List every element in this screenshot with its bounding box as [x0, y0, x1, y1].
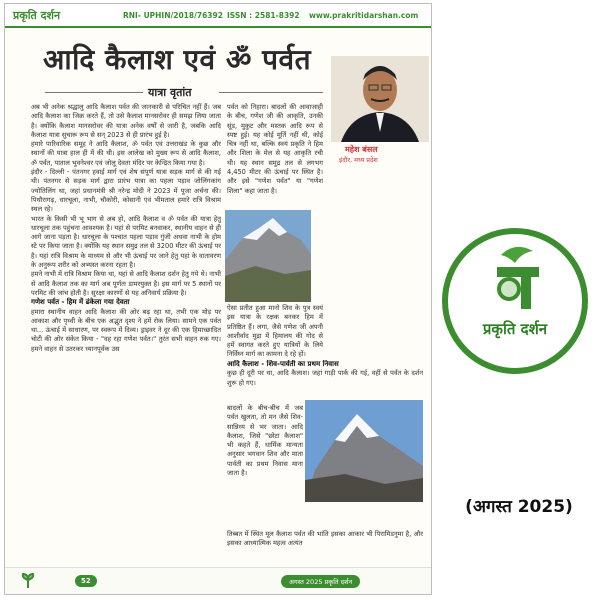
section-heading: गणेश पर्वत - हिम में ढंकेला गया देवता	[31, 298, 130, 307]
page-header	[5, 4, 431, 28]
paragraph: बादलों के बीच-बीच में जब पर्वत खुलता, तो मन जैसे शिव-सान्निध्य से भर जाता। आदि कैलाश, जिसे "छोटा कैलाश" भी कहते हैं, धार्मिक मान्यता अनुसार भगवान शिव और माता पार्वती का प्रथम निवास माना जाता है।	[227, 404, 303, 478]
issue-label: (अगस्त 2025)	[465, 497, 573, 517]
paragraph: कुछ ही दूरी पर था, आदि कैलाश। जहां गाड़ी पार्क की गई, वहीं से पर्वत के दर्शन शुरू हो गए।	[227, 369, 423, 387]
subtitle-rule-right	[219, 92, 323, 93]
subtitle-rule-left	[45, 92, 143, 93]
magazine-page	[4, 3, 432, 595]
text-column-right-bottom	[227, 530, 423, 560]
page-footer	[5, 567, 431, 594]
header-rni: RNI- UPHIN/2018/76392	[123, 11, 223, 20]
paragraph: भारत के किसी भी भू भाग से अब हो, आदि कैलाश व ॐ पर्वत की यात्रा हेतु धारचूला तक पहुंचना आवश्यक है। यहां से परमिट बनवाकर, स्थानीय वाहन से ही आगे जाना पड़ता है। धारचूला के पश्चात पहला पड़ाव गुंजी अथवा नाभी के होम स्टे पर किया जाता है। क्योंकि यह स्थान समुद्र तल से 3200 मीटर की ऊंचाई पर है। यहां रात्रि विश्राम के माध्यम से और भी ऊंचाई पर जाने हेतु यहां के वातावरण के अनुरूप शरीर को अभ्यस्त करना रहता है।	[31, 214, 221, 270]
paragraph: हमारा स्थानीय वाहन आदि कैलाश की ओर बढ़ रहा था, तभी एक मोड़ पर आकाश और पृथ्वी के बीच एक अद्भुत दृश्य ने हमें रोक लिया। सामने एक पर्वत था... ऊंचाई में साधारण, पर स्वरूप में दिव्य। ड्राइवर ने दूर की एक हिमाच्छादित चोटी की ओर संकेत किया - "वह रहा गणेश पर्वत।" तुरंत सभी वाहन रुक गए। हमने वाहन से उतरकर ध्यानपूर्वक उस	[31, 307, 221, 353]
article-title: आदि कैलाश एवं ॐ पर्वत	[43, 43, 312, 76]
author-name: महेश बंसल	[345, 145, 378, 154]
author-location: इंदौर, मध्य प्रदेश	[339, 156, 378, 164]
text-column-left	[31, 103, 221, 549]
paragraph: हमारे पारिवारिक समूह ने आदि कैलाश, ॐ पर्वत एवं उत्तराखंड के कुछ और स्थानों की यात्रा हाल ही में की थी। इस आलेख को मुख्य रूप से आदि कैलाश, ॐ पर्वत, पाताल भुवनेश्वर एवं जोलू देवता मंदिर पर केन्द्रित किया गया है।	[31, 140, 221, 167]
paragraph: ऐसा प्रतीत हुआ मानो शिव के पुत्र स्वयं इस यात्रा के रक्षक बनकर हिम में प्रतिष्ठित हैं। लगा, जैसे गणेश जी अपनी आशीर्वाद मुद्रा में हिमालय की गोद से हमें स्वागत करते हुए यात्रियों के लिये निर्विघ्न मार्ग का कामना दे रहे हों।	[227, 304, 323, 359]
section-heading: आदि कैलाश - शिव-पार्वती का प्रथम निवास	[227, 360, 339, 368]
mountain-photo-adi-kailash	[305, 400, 423, 502]
leaf-icon	[19, 572, 37, 590]
article-subtitle: यात्रा वृतांत	[148, 86, 192, 99]
header-url: www.prakritidarshan.com	[309, 11, 419, 20]
page-number: 52	[75, 575, 97, 587]
paragraph: इंदौर - दिल्ली - पंतनगर हवाई मार्ग एवं शेष संपूर्ण यात्रा सड़क मार्ग से की गई थी। पंतनगर से सड़क मार्ग द्वारा प्रारंभ यात्रा का पहला पड़ाव जोलिंगकांग ज्योतिलिंग था, जहां प्रधानमंत्री श्री नरेन्द्र मोदी ने 2023 में पूजा अर्चना की। पिथौरागढ़, धारचूला, नाभी, चौकोरी, कोसानी एवं भीमताल हमारे रात्रि विश्राम स्थल रहे।	[31, 168, 221, 214]
issue-pill: अगस्त 2025 प्रकृति दर्शन	[281, 575, 360, 588]
text-column-right-heading-block	[227, 360, 423, 400]
paragraph: अब भी अनेक श्रद्धालु आदि कैलाश पर्वत की जानकारी से परिचित नहीं हैं। जब आदि कैलाश का जिक्र करते हैं, तो उसे कैलाश मानसरोवर ही समझ लिया जाता है। क्योंकि कैलाश मानसरोवर की यात्रा अनेक वर्षों से जारी है, जबकि आदि कैलाश यात्रा सुचारू रूप से सन् 2023 से ही प्रारंभ हुई है।	[31, 103, 221, 139]
header-issn: ISSN : 2581-8392	[227, 11, 300, 20]
paragraph: तिब्बत में स्थित मूल कैलाश पर्वत की भांति इसका आकार भी पिरामिडनुमा है, और इसका आध्यात्मिक महत्व अत्यंत	[227, 530, 423, 548]
mountain-photo-ganesh	[225, 210, 311, 302]
header-brand: प्रकृति दर्शन	[13, 9, 61, 22]
text-column-right-lower	[227, 404, 303, 524]
logo-text: प्रकृति दर्शन	[482, 320, 548, 338]
prakriti-darshan-logo	[441, 227, 589, 375]
text-column-right-top	[227, 103, 323, 207]
paragraph: हमने नाभी में रात्रि विश्राम किया था, यहां से आदि कैलाश दर्शन हेतु गये थे। नाभी से आदि कैलाश तक का मार्ग अब पूर्णतः डामरयुक्त है। इस मार्ग पर 5 स्थानों पर परमिट की जांच होती है। सुरक्षा कारणों से यह अनिवार्य प्रक्रिया है।	[31, 270, 221, 297]
author-photo	[331, 56, 429, 142]
paragraph: पर्वत को निहारा। बादलों की आवाजाही के बीच, गणेश जी की आकृति, उनकी सूंड, मुकुट और मस्तक आदि रूप से स्पष्ट हुई। यह कोई मूर्ति नहीं थी, कोई चित्र नहीं था, बल्कि स्वयं प्रकृति ने हिम और शिला के मेल से यह आकृति रची थी। यह स्थान समुद्र तल से लगभग 4,450 मीटर की ऊंचाई पर स्थित है। और इसे "गणेश पर्वत" या "गणेश शिला" कहा जाता है।	[227, 103, 323, 195]
